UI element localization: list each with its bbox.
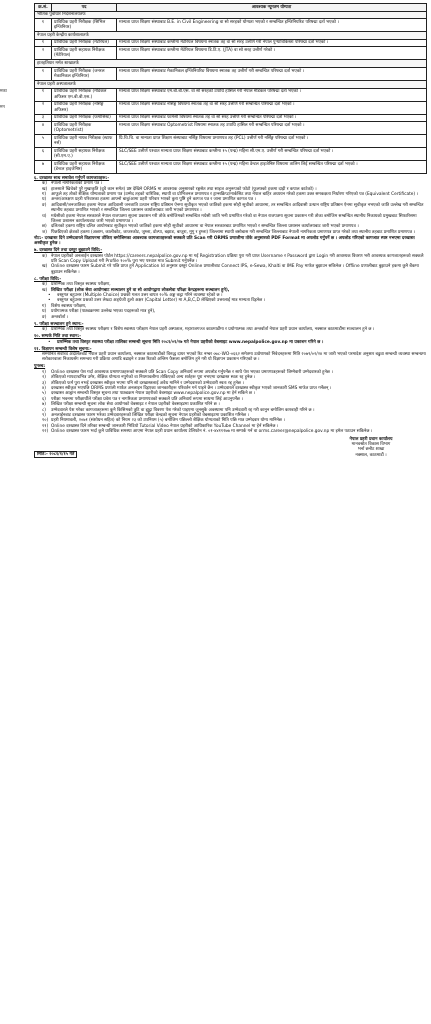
table-row <box>35 39 427 47</box>
row-qualification: मान्यता प्राप्त शिक्षण संस्थाबाट Optometrist विषयमा स्नातक तह उपाधि हासिल गरी सम्बन्धित परिषद्मा दर्ता भएको । <box>117 122 427 135</box>
item-text: नेपाल प्रहरीको अनलाईन दरखास्त पोर्टल https://careers.nepalpolice.gov.np मा गई Registration प्रक्रिया पुरा गरी प्राप्त Username र Password द्वारा Login गरी आवश्यक विवरण भरी आवश्यक कागजातहरूको सक्कलै प्रति Scan Copy Upload गरी Profile १००% पुरा भए पश्चात मात्र Submit गर्नुपर्नेछ । <box>51 253 424 265</box>
item-number: १०) <box>42 418 49 424</box>
item-text: दरखास्त स्वीकृत भएपछि ORMS प्रणाली मार्फत अनलाइन दिइएका जानकारीहरू परिवर्तन गर्न पाइने छैन । उम्मेदवारले दरखास्त स्वीकृत भएको जानकारी SMS मार्फत प्राप्त गर्नेछन् । <box>51 385 332 391</box>
list-item <box>34 203 427 214</box>
documents-note: नोट:- दरखास्त दिने उम्मेदवारले विज्ञापनमा तोकिए बमोजिमका आवश्यक कागजातहरूको सक्कलै प्रति Scan गरी ORMS प्रणालीमा तोके अनुसारको PDF Format मा अपलोड गर्नुपर्ने छ । अपलोड गरिएको कागजात स्पष्ट नभएमा दरखास्त अस्वीकृत हुनेछ । <box>34 235 415 247</box>
item-text: Online दरखास्त दिने तरिका सम्बन्धी जानकारी भिडियो Tutorial Video नेपाल प्रहरीको आधिकारिक YouTube Channel मा हेर्न सकिनेछ । <box>51 423 279 429</box>
row-post: प्राविधिक प्रहरी सहायक निरीक्षक (डेन्टल हाइजेनिष्ट) <box>52 161 117 174</box>
item-number: ८) <box>42 407 46 413</box>
row-qualification: मान्यता प्राप्त शिक्षण संस्थाबाट नर्सिङ्ग विषयमा स्नातक तह वा सो सरह उत्तीर्ण गरी सम्बन्धित परिषद्मा दर्ता भएको । <box>117 101 427 114</box>
row-qualification: मान्यता प्राप्त शिक्षण संस्थाबाट B.E. in Civil Engineering वा सो सरहको योग्यता भएको र सम्बन्धित इन्जिनियरिङ परिषद्मा दर्ता भएको । <box>117 19 427 32</box>
item-number: १) <box>42 369 46 375</box>
row-qualification: मान्यता प्राप्त शिक्षण संस्थाबाट मेकानिकल इन्जिनियरिङ विषयमा स्नातक तह उत्तीर्ण गरी सम्बन्धित परिषद्मा दर्ता भएको । <box>117 67 427 80</box>
item-number: ९) <box>42 412 46 418</box>
row-post: प्राविधिक प्रहरी निरीक्षक (नर्सिङ्ग अफिसर) <box>52 101 117 114</box>
item-text: हालसालै खिचेको पुरै मुखाकृति (दुवै कान समेत) प्रष्ट देखिने ORMS मा आवश्यक अनुसारको रङ्गसेत तथा साइज अनुरूपको फोटो (फुलफ्को हकमा दाह्री र कपाल काटेको) । <box>51 186 317 192</box>
section-title: ११. विज्ञापन सम्बन्धी विशेष सूचना:- <box>34 346 92 352</box>
item-number: ग) <box>42 303 47 309</box>
row-post: प्राविधिक प्रहरी सहायक निरीक्षक (सी.एम.ए.) <box>52 148 117 161</box>
list-item <box>34 254 427 265</box>
issuing-office <box>315 437 427 459</box>
list-item <box>34 230 427 235</box>
item-text: पिछडिएको क्षेत्रको हकमा (अछाम, कालीकोट, जाजरकोट, जुम्ला, डोल्पा, बझाङ, बाजुरा, मुगु र हुम्ला) जिल्लामा स्थायी बसोबास गरी सम्बन्धित जिल्लाबाट नेपाली नागरिकता प्रमाणपत्र प्राप्त गरेको तथा स्थानीय तहबाट प्रमाणित प्रमाणपत्र । <box>51 229 415 235</box>
group-row <box>35 32 427 40</box>
item-number: घ) <box>42 309 47 315</box>
item-number: ङ) <box>42 202 47 208</box>
row-serial: ७ <box>35 161 52 174</box>
table-header-row <box>35 4 427 12</box>
row-post: प्राविधिक प्रहरी निरीक्षक (मेटेरियल) <box>52 39 117 47</box>
item-number: घ) <box>42 197 47 203</box>
bullet-icon: • <box>48 339 51 345</box>
item-text: प्रयोगात्मक परीक्षा (पाठ्यक्रममा उल्लेख भएका पदहरूको मात्र हुने), <box>51 309 156 315</box>
row-serial: ५ <box>35 135 52 148</box>
row-qualification: SLC/SEE उत्तीर्ण पश्चात मान्यता प्राप्त शिक्षण संस्थाबाट कम्तीमा १५ (पन्ध्र) महिना डेन्टल हाइजेनिष्ट विषयमा तालिम लिई सम्बन्धित परिषद्मा दर्ता भएको । <box>117 161 427 174</box>
table-row <box>35 114 427 122</box>
item-text: लिखित परीक्षा (लोक सेवा आयोगबाट सञ्चालन हुने वा सो आयोगद्वारा लोकसेवा परिक्षा केन्द्रहरूमा सञ्चालन हुने), <box>51 287 230 293</box>
group-title: नेपाल प्रहरी अस्पतालतर्फ <box>35 80 427 88</box>
special-notice-text: सम्मानित सर्वोच्च अदालतबाट नेपाल प्रहरी प्रधान कार्यालय, नक्साल काठमाडौंको विरुद्ध दायर भएको रिट नम्बर ०७८-WO-०६६२ समेतमा उत्प्रेषणको निवेदनहरूमा मिति २०७९/०२/२४ मा जारी भएको परमादेश अनुसार बढुवा सम्बन्धी व्यवस्था सम्बन्धमा सरोकारवाला निकायसँग समन्वय गरी प्रक्रिया अगाडि बढाइने र उक्त रिटको अन्तिम फैसला बमोजिम हुने गरी यो विज्ञापन प्रकाशन गरिएको छ । <box>42 351 426 363</box>
row-post: प्राविधिक प्रहरी नायब निरीक्षक (स्टाफ नर्स) <box>52 135 117 148</box>
table-row <box>35 67 427 80</box>
section-title: ८. परीक्षा विधि:- <box>34 276 62 282</box>
item-number: क) <box>42 181 47 187</box>
section-documents <box>34 176 427 247</box>
item-text: प्रारम्भिक तथा विस्तृत स्वास्थ्य परीक्षा तालिका सम्बन्धी सूचना मिति २०८१/०१/२७ गते नेपाल प्रहरीको वेबसाइट www.nepalpolice.gov.np मा प्रकाशन गरिने छ । <box>57 339 324 345</box>
table-row <box>35 148 427 161</box>
margin-mark-1: मका <box>0 88 7 93</box>
branch-name: भर्ना छनौट शाखा <box>357 447 385 453</box>
bullet-icon: • <box>48 293 51 299</box>
item-text: अन्तर/आरक्षण प्रहरी परिवारका हकमा आफ्नो बाबु/आमा प्रहरी परिवार भएको कुरा पुष्टि हुने कागज पत्र र जाना प्रमाणित कागज पत्र । <box>51 197 256 203</box>
notice-date: मिति:- २०८१/१/१५ गते <box>34 451 77 458</box>
row-serial: १ <box>35 19 52 32</box>
group-row <box>35 11 427 19</box>
list-item <box>34 315 427 320</box>
list-item <box>34 340 427 345</box>
item-text: मधेसीको हकमा नेपाल सरकारले नेपाल राजपत्रमा सूचना प्रकाशन गरी तोके बमोजिमको सम्बन्धित मधेसी जाति भनी प्रमाणित गरेको वा नेपाल राजपत्रमा सूचना प्रकाशन गरी तोका बमोजिम सम्बन्धित स्थानीय निकायको प्रमुखबाट सिफारिसमा जिल्ला प्रशासन कार्यालयबाट जारी भएको प्रमाणपत्र । <box>51 213 417 224</box>
item-text: प्रहरी नियमावली, २०७१ (संशोधन सहित) को नियम २३ को उपनियम (५) बमोजिम पछिल्लो शैक्षिक योग्यताको मिति पछि मात्र उम्मेदवार योग्य मानिनेछ । <box>51 418 285 424</box>
section-title: ७. दरखास्त दिने तथा दस्तुर बुझाउने विधि:- <box>34 248 103 254</box>
item-number: च) <box>42 213 47 219</box>
item-number: ङ) <box>42 314 47 320</box>
group-title: हातहतियार मर्मत शाखातर्फ <box>35 60 427 68</box>
group-row <box>35 80 427 88</box>
row-serial: ३ <box>35 114 52 122</box>
row-qualification: मान्यता प्राप्त शिक्षण संस्थाबाट फार्मेसी विषयमा स्नातक तह वा सो सरह उत्तीर्ण गरी सम्बन्धित परिषद्मा दर्ता भएको । <box>117 114 427 122</box>
item-text: अन्तर्वार्ता । <box>51 314 69 320</box>
section-title: ६. दरखास्त साथ समावेश गर्नुपर्ने कागजातहरू:- <box>34 175 110 181</box>
item-text: आफूले तह तोको शैक्षिक योग्यताको प्रमाण पत्र (उम्मेद तहको चारित्रिक, स्थायी वा प्रोभिजनल प्रमाणपत्र र ट्रान्सक्रिप्ट/मार्कसिट तथा नेपाल बाहिर अध्ययन गरेको हकमा उक्त समकक्षता निर्धारण गरिएको पत्र (Equivalent Certificate) । <box>51 191 419 197</box>
footer <box>34 437 427 459</box>
list-item <box>34 429 427 434</box>
item-number: क) <box>42 253 47 259</box>
row-serial: ४ <box>35 122 52 135</box>
table-row <box>35 135 427 148</box>
item-text: Online दरखास्त फारम भर्दा कुनै प्राविधिक समस्या आएमा नेपाल प्रहरी प्रधान कार्यालय टेलिफोन नं. ०१-४४११२७७ मा सम्पर्क गर्न वा orms.career@nepalpolice.gov.np मा इमेल पठाउन सकिनेछ । <box>51 429 373 435</box>
row-serial: १ <box>35 39 52 47</box>
row-serial: ६ <box>35 148 52 161</box>
row-serial: १ <box>35 88 52 101</box>
item-text: प्रारम्भिक तथा विस्तृत स्वास्थ्य परीक्षण र विशेष स्वास्थ्य परीक्षण नेपाल प्रहरी अस्पताल, महाराजगञ्ज काठमाडौंमा र प्रयोगात्मक तथा अन्तर्वार्ता नेपाल प्रहरी प्रधान कार्यालय, नक्साल काठमाडौंमा सञ्चालन हुने छ । <box>51 327 375 333</box>
table-row <box>35 161 427 174</box>
item-number: ग) <box>42 191 47 197</box>
table-row <box>35 47 427 60</box>
row-post: प्राविधिक प्रहरी निरीक्षक (फर्मासिस्ट) <box>52 114 117 122</box>
item-text: वस्तुगत बहुउत्तर प्रश्नको उत्तर लेख्दा अङ्ग्रेजी ठूलो अक्षर (Capital Letter) मा A,B,C,D लेखिएको उत्तरलाई मात्र मान्यता दिइनेछ । <box>57 298 266 304</box>
section-exam-venue <box>34 322 427 333</box>
list-item <box>34 214 427 225</box>
header-qualification: आवश्यक न्यूनतम योग्यता <box>117 4 427 12</box>
item-text: Online दरखास्त फारम Submit गरे पछि प्राप्त हुने Application Id अनुसार दस्तुर Online प्रणालीबाट Connect IPS, e-Sewa, Khalti वा IME Pay मार्फत बुझाउन सकिनेछ । Offline प्रणालीबाट बुझाउने हकमा कुनै बैंकमा बुझाउन सकिनेछ । <box>51 264 419 275</box>
item-number: ख) <box>42 186 48 192</box>
item-text: Online दरखास्त पेश गर्दा आवश्यक प्रमाणपत्रहरूको सक्कलै प्रति Scan Copy अनिवार्य रूपमा अपलोड गर्नुपर्नेछ र साथै पेश भएका प्रमाणपत्रहरूको जिम्मेवारी उम्मेदवारको हुनेछ । <box>51 369 333 375</box>
list-item <box>34 264 427 275</box>
header-serial: क्र.सं. <box>35 4 52 12</box>
row-serial: १ <box>35 67 52 80</box>
section-exam-method <box>34 277 427 320</box>
row-post: प्राविधिक प्रहरी निरीक्षक (Optometrist) <box>52 122 117 135</box>
item-number: ११) <box>42 423 49 429</box>
item-number: ५) <box>42 391 46 397</box>
item-text: दलितको हकमा राष्ट्रिय दलित आयोगबाट सूचीकृत भएको जातिको हकमा सोही सूचीको आधारमा वा नेपाल सरकारबाट प्रमाणित भएको र सम्बन्धित जिल्ला प्रशासन कार्यालयबाट जारी भएको प्रमाणपत्र । <box>51 224 359 230</box>
section-postscript <box>34 364 427 434</box>
item-number: १२) <box>42 429 49 435</box>
row-post: प्राविधिक प्रहरी सहायक निरीक्षक (मेटेरियल) <box>52 47 117 60</box>
item-text: परीक्षा भवनमा परीक्षार्थीले परीक्षा प्रवेश पत्र र नागरिकता प्रमाणपत्रको सक्कलै प्रति अनिवार्य रूपमा साथमा लिई आउनुपर्नेछ । <box>51 396 243 402</box>
item-text: विशेष स्वास्थ्य परीक्षण, <box>51 303 87 309</box>
section-title: १०. सम्पर्क मिति तथा स्थान:- <box>34 334 81 340</box>
item-text: उम्मेदवारले पेश गरेका कागजातहरूमा कुनै किसिमको त्रुटि वा झुट्टा विवरण पेश गरेको पाइएमा जुनसुकै अवस्थामा पनि उम्मेदवारी रद्द गरी कानुन बमोजिम कारबाही गरिने छ । <box>51 407 315 413</box>
item-text: दरखास्त आह्वान सम्बन्धी विस्तृत सूचना तथा पाठ्यक्रम नेपाल प्रहरीको वेबसाइट www.nepalpolice.gov.np मा हेर्न सकिने छ । <box>51 391 255 397</box>
margin-mark-2: मन <box>0 104 5 109</box>
table-row <box>35 122 427 135</box>
item-number: २) <box>42 375 46 381</box>
office-location: नक्साल, काठमाडौं । <box>355 452 387 458</box>
item-number: छ) <box>42 224 47 230</box>
row-qualification: SLC/SEE उत्तीर्ण पश्चात मान्यता प्राप्त शिक्षण संस्थाबाट कम्तीमा १५ (पन्ध्र) महिना सी.एम.ए. उत्तीर्ण गरी सम्बन्धित परिषद्मा दर्ता भएको । <box>117 148 427 161</box>
row-post: प्राविधिक प्रहरी निरीक्षक (मेडिकल अफिसर एम.बी.बी.एस.) <box>52 88 117 101</box>
item-number: ज) <box>42 229 47 235</box>
item-text: आदिवासी/जनजातिका हकमा नेपाल आदिवासी जनजाति उत्थान राष्ट्रिय प्रतिष्ठान ऐनमा सूचीकृत भएको जातिको हकमा सोही सूचीको आधारमा, तर सम्बन्धित आदिवासी उत्थान राष्ट्रिय प्रतिष्ठान ऐनमा सूचीकृत नभएको जाति उल्लेख गरी सम्बन्धित स्थानीय तहबाट प्रमाणित भएको र सम्बन्धित जिल्ला प्रशासन कार्यालयबाट जारी भएको प्रमाणपत्र । <box>51 202 424 214</box>
row-qualification: मान्यता प्राप्त शिक्षण संस्थाबाट कम्तीमा मेटेरियल विषयमा डि.टि.ए. (JTA) वा सो सरह उत्तीर्ण गरेको । <box>117 47 427 60</box>
section-title: ९. परीक्षा सञ्चालन हुने स्थान:- <box>34 321 84 327</box>
header-post: पद <box>52 4 117 12</box>
item-text: तोकिएको मापदण्डभित्र उमेर, शैक्षिक योग्यता नपुगेको वा नियमावलीमा तोकिएको अन्य शर्तहरू पूरा नभएमा दरखास्त स्वतः रद्द हुनेछ । <box>51 375 256 381</box>
item-number: ख) <box>42 287 48 293</box>
section-application-method <box>34 248 427 275</box>
table-row <box>35 19 427 32</box>
group-title: भौतिक पुर्वाधार निर्देशनालयतर्फ <box>35 11 427 19</box>
item-number: ४) <box>42 385 46 391</box>
bullet-icon: • <box>48 298 51 304</box>
section-contact <box>34 334 427 345</box>
item-text: तोकिएको फर्म पुरा नभई दरखास्त स्वीकृत भएमा पनि सो दरखास्तलाई अवैध मानिने र उम्मेदवारको उम्मेदवारी स्वतः रद्द हुनेछ । <box>51 380 244 386</box>
item-text: लिखित परीक्षा सम्बन्धी सूचना लोक सेवा आयोगको वेबसाइट र नेपाल प्रहरीको वेबसाइटमा प्रकाशित गरिने छ । <box>51 402 220 408</box>
row-qualification: मान्यता प्राप्त शिक्षण संस्थाबाट कम्तीमा मेटेरियल विषयमा स्नातक तह वा सो सरह उत्तीर्ण गरी नेपाल पुर्‍याविकिस्ता परिषद्मा दर्ता भएको । <box>117 39 427 47</box>
row-serial: २ <box>35 47 52 60</box>
item-number: क) <box>42 327 47 333</box>
row-qualification: मान्यता प्राप्त शिक्षण संस्थाबाट एम.बी.बी.एस. वा सो सरहको उपाधि हासिल गरी नेपाल मेडिकल परिषद्मा दर्ता भएको । <box>117 88 427 101</box>
row-post: प्राविधिक प्रहरी निरीक्षक (सिभिल इन्जिनियर) <box>52 19 117 32</box>
group-row <box>35 60 427 68</box>
section-special-notice <box>34 347 427 363</box>
item-number: ७) <box>42 402 46 408</box>
item-number: क) <box>42 282 47 288</box>
department-name: मानवश्रोत विकास विभाग <box>351 442 391 447</box>
section-title: पुनश्च: <box>34 364 46 370</box>
row-post: प्राविधिक प्रहरी निरीक्षक (जनरल मेकानिकल इन्जिनियर) <box>52 67 117 80</box>
table-row <box>35 88 427 101</box>
item-text: नेपाली नागरिकताको प्रमाण पत्र । <box>51 181 103 187</box>
group-title: नेपाल प्रहरी केन्द्रीय कार्यशालातर्फ <box>35 32 427 40</box>
item-text: अनलाईनबाट दरखास्त फारम भरेका उम्मेदवारहरूको लिखित परीक्षा केन्द्रको सूचना नेपाल प्रहरीको वेबसाइटमा प्रकाशित गरिनेछ । <box>51 412 249 418</box>
row-qualification: प्रि.चि.चि. वा मान्यता प्राप्त शिक्षण संस्थाबाट नर्सिङ्ग विषयमा प्रमाणपत्र तह (PCL) उत्तीर्ण गरी नर्सिङ्ग परिषद्मा दर्ता भएको । <box>117 135 427 148</box>
table-row <box>35 101 427 114</box>
item-number: ख) <box>42 264 48 270</box>
item-text: वस्तुगत बहुउत्तर (Multiple Choice) प्रश्नको गलत उत्तर बापत २०% अङ्क कट्टा गरिने व्यवस्था रहेको छ । <box>57 293 223 299</box>
item-number: ३) <box>42 380 46 386</box>
item-number: ६) <box>42 396 46 402</box>
office-name: नेपाल प्रहरी प्रधान कार्यालय <box>349 436 393 442</box>
row-serial: २ <box>35 101 52 114</box>
qualification-table <box>34 3 427 174</box>
item-text: प्रारम्भिक तथा विस्तृत स्वास्थ्य परीक्षण, <box>51 282 111 288</box>
list-item <box>34 327 427 332</box>
